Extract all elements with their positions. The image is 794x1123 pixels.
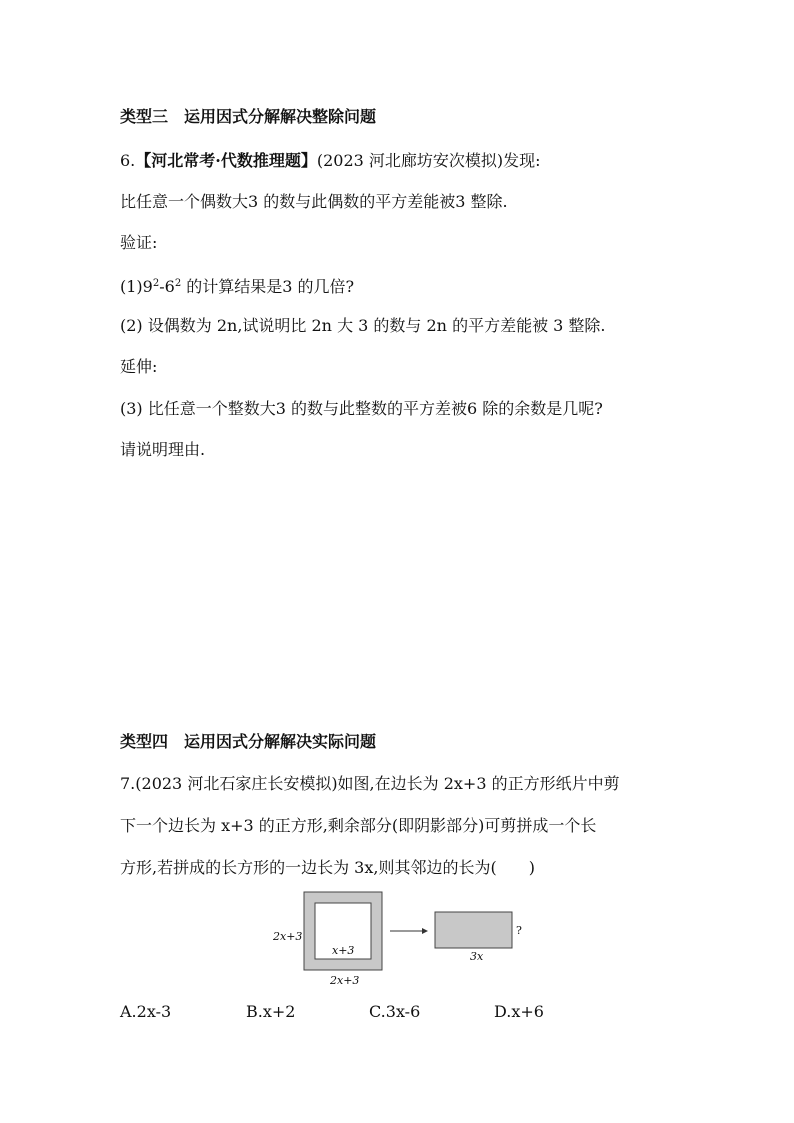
- q6-extend-label: 延伸:: [120, 357, 158, 376]
- q6-part1-suffix: 的计算结果是3 的几倍?: [181, 277, 355, 296]
- q7-line2: 下一个边长为 x+3 的正方形,剩余部分(即阴影部分)可剪拼成一个长: [120, 816, 597, 835]
- q6-part1-exp2: 2: [174, 278, 182, 289]
- q6-header: [120, 151, 541, 171]
- fig-inner-label: x+3: [332, 944, 355, 957]
- section4-title: 类型四 运用因式分解解决实际问题: [120, 732, 377, 751]
- q7-choice-b[interactable]: B.x+2: [246, 1002, 296, 1021]
- q6-part1-mid: -6: [159, 277, 175, 296]
- q7-figure-svg: [270, 890, 530, 990]
- q7-choice-a[interactable]: A.2x-3: [120, 1002, 172, 1021]
- q6-verify-label: 验证:: [120, 233, 158, 252]
- q6-part3: (3) 比任意一个整数大3 的数与此整数的平方差被6 除的余数是几呢?: [120, 399, 603, 418]
- result-rectangle: [435, 912, 512, 948]
- fig-left-label: 2x+3: [273, 930, 303, 943]
- q7-choice-d[interactable]: D.x+6: [494, 1002, 544, 1021]
- section3-title: 类型三 运用因式分解解决整除问题: [120, 107, 377, 126]
- fig-bottom-label: 2x+3: [330, 974, 360, 987]
- q6-source: (2023 河北廊坊安次模拟)发现:: [316, 151, 541, 170]
- q6-part2: (2) 设偶数为 2n,试说明比 2n 大 3 的数与 2n 的平方差能被 3 整除.: [120, 316, 606, 335]
- q6-tag: 【河北常考·代数推理题】: [135, 151, 317, 170]
- q6-part3-cont: 请说明理由.: [120, 440, 206, 459]
- arrow-head-icon: [422, 928, 428, 934]
- q6-statement: 比任意一个偶数大3 的数与此偶数的平方差能被3 整除.: [120, 192, 508, 211]
- fig-rect-side-label: ?: [516, 924, 522, 937]
- q7-figure: [270, 890, 530, 990]
- q6-part1: [120, 274, 354, 297]
- q6-part1-prefix: (1)9: [120, 277, 153, 296]
- q6-part1-exp1: 2: [152, 278, 160, 289]
- q7-choice-c[interactable]: C.3x-6: [369, 1002, 421, 1021]
- q7-line1: 7.(2023 河北石家庄长安模拟)如图,在边长为 2x+3 的正方形纸片中剪: [120, 774, 620, 793]
- q6-number: 6.: [120, 151, 136, 170]
- q7-line3: 方形,若拼成的长方形的一边长为 3x,则其邻边的长为( ): [120, 858, 535, 877]
- fig-rect-bottom-label: 3x: [470, 950, 484, 963]
